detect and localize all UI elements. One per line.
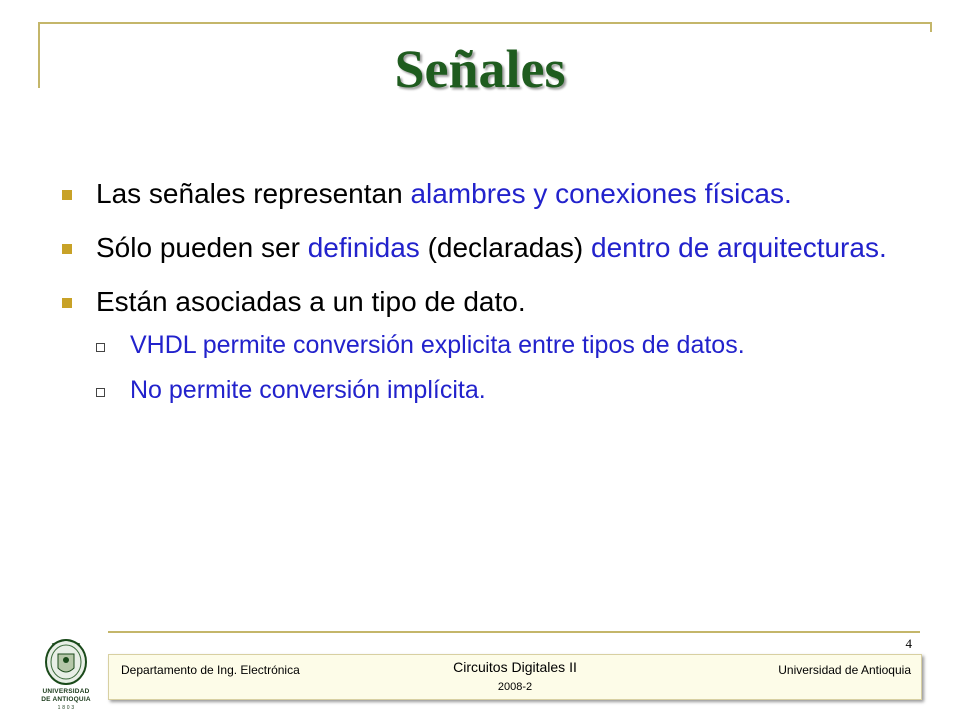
slide-title: Señales bbox=[394, 39, 566, 99]
bullet-text: Sólo pueden ser bbox=[96, 232, 308, 263]
page-number: 4 bbox=[905, 636, 912, 651]
bullet-text: Las señales representan bbox=[96, 178, 411, 209]
bullet-text: Están asociadas a un tipo de dato. bbox=[96, 286, 526, 317]
right-rule bbox=[930, 22, 932, 32]
footer-rule bbox=[108, 631, 920, 633]
bullet-text: (declaradas) bbox=[419, 232, 591, 263]
footer-course: Circuitos Digitales II bbox=[453, 659, 577, 675]
sub-bullet-item bbox=[60, 330, 905, 361]
bullet-square-icon bbox=[62, 190, 72, 200]
bullet-item bbox=[60, 176, 905, 212]
hollow-square-icon bbox=[96, 343, 105, 352]
footer-department: Departamento de Ing. Electrónica bbox=[121, 663, 300, 677]
footer-semester: 2008-2 bbox=[497, 681, 533, 693]
bullet-highlight: definidas bbox=[307, 232, 420, 263]
bullet-highlight: alambres y conexiones físicas. bbox=[410, 178, 792, 209]
bullet-square-icon bbox=[62, 244, 72, 254]
sub-bullet-text: VHDL permite conversión explicita entre tipos de datos. bbox=[130, 331, 745, 359]
bullet-item bbox=[60, 284, 905, 320]
bullet-list bbox=[60, 176, 905, 420]
hollow-square-icon bbox=[96, 388, 105, 397]
top-rule bbox=[40, 22, 932, 24]
bullet-highlight: dentro de arquitecturas. bbox=[591, 232, 887, 263]
footer-bar bbox=[108, 654, 922, 700]
sub-bullet-text: No permite conversión implícita. bbox=[130, 376, 486, 404]
bullet-item bbox=[60, 230, 905, 266]
bullet-square-icon bbox=[62, 298, 72, 308]
sub-bullet-item bbox=[60, 375, 905, 406]
footer-university: Universidad de Antioquia bbox=[778, 663, 911, 677]
logo-wordmark: UNIVERSIDAD DE ANTIOQUIA 1 8 0 3 bbox=[41, 688, 91, 711]
